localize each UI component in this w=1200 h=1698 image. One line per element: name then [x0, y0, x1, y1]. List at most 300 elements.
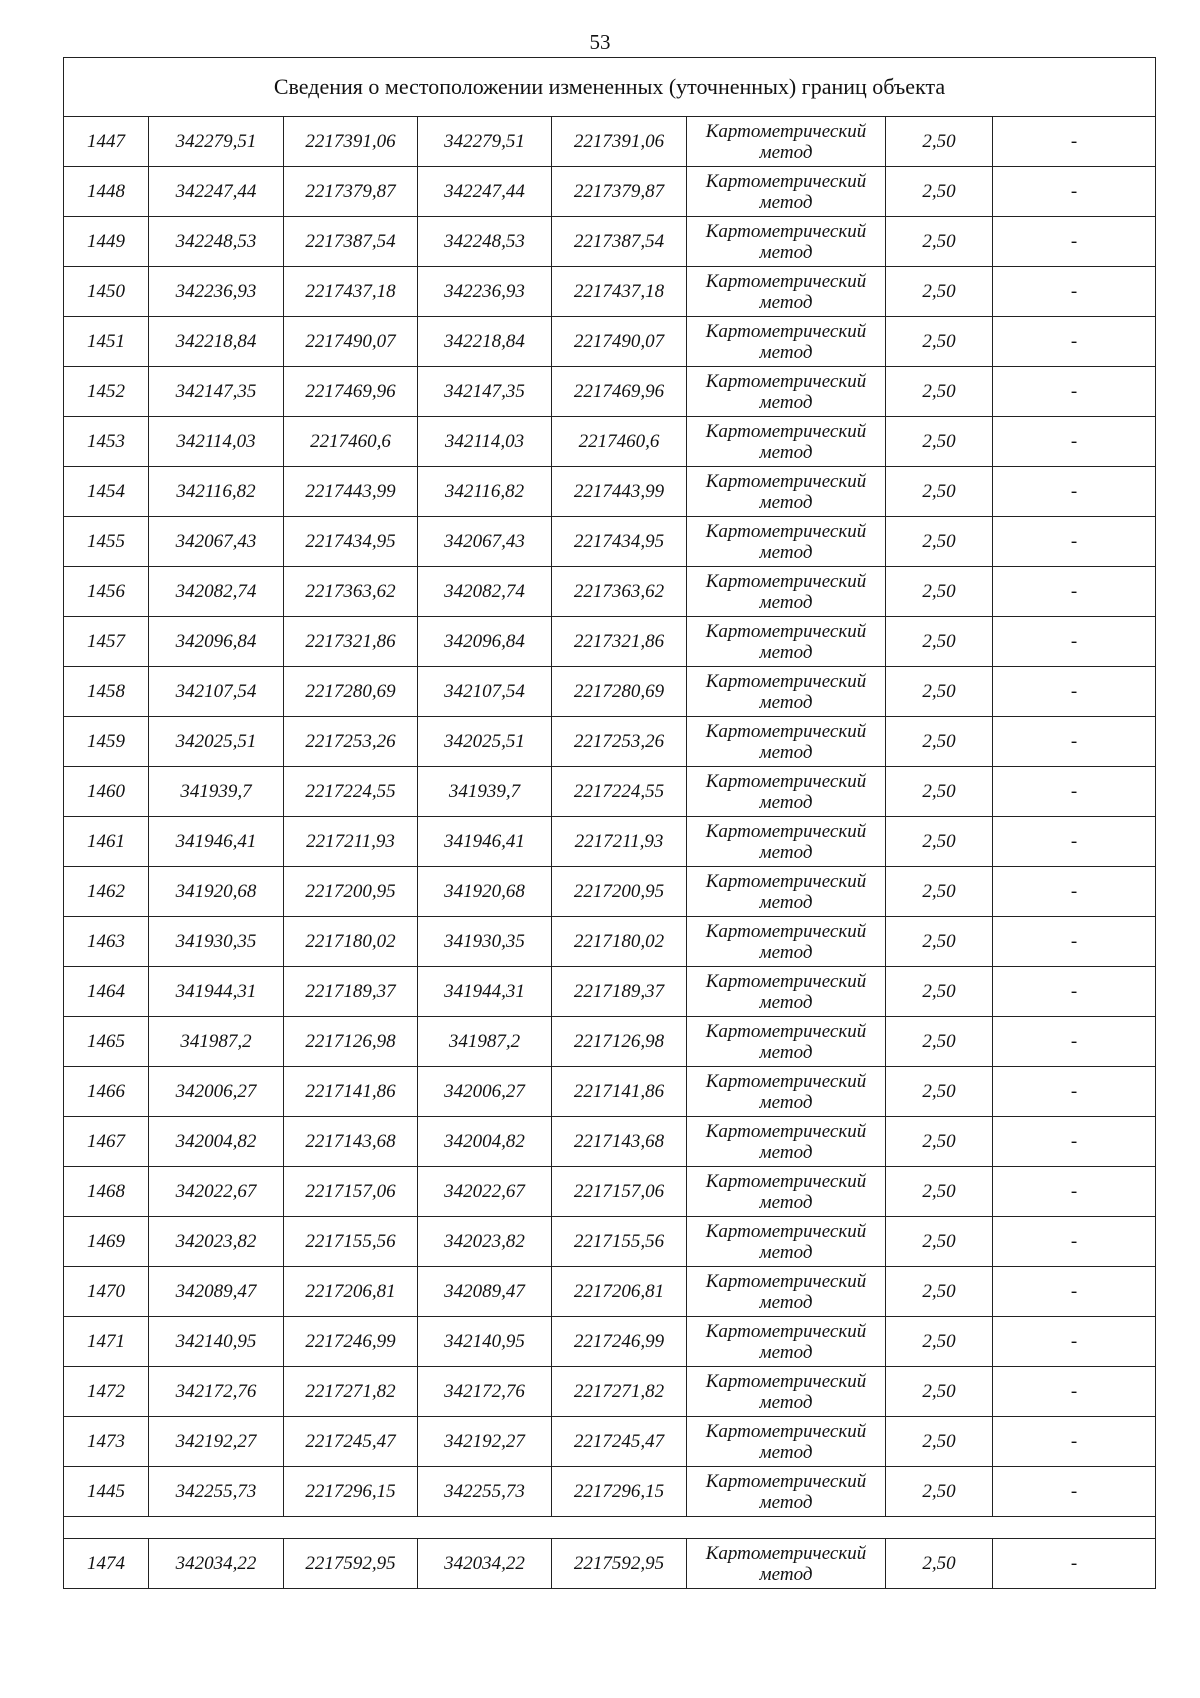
- point-number-cell: 1473: [64, 1417, 149, 1467]
- y-new-cell: 2217206,81: [552, 1267, 687, 1317]
- point-number-cell: 1456: [64, 567, 149, 617]
- x-old-cell: 342218,84: [149, 317, 284, 367]
- table-row: [64, 1267, 1156, 1317]
- table-row: [64, 917, 1156, 967]
- note-cell: -: [993, 317, 1156, 367]
- method-line1: Картометрический: [705, 520, 867, 542]
- note-cell: -: [993, 867, 1156, 917]
- point-number-cell: 1471: [64, 1317, 149, 1367]
- accuracy-cell: 2,50: [886, 1367, 993, 1417]
- method-line2: метод: [759, 1441, 813, 1463]
- note-cell: -: [993, 367, 1156, 417]
- method-line2: метод: [759, 1091, 813, 1113]
- method-line2: метод: [759, 241, 813, 263]
- spacer-cell: [64, 1517, 1156, 1539]
- y-new-cell: 2217437,18: [552, 267, 687, 317]
- method-cell: [687, 817, 886, 867]
- method-line2: метод: [759, 291, 813, 313]
- point-number-cell: 1454: [64, 467, 149, 517]
- y-old-cell: 2217211,93: [284, 817, 418, 867]
- x-new-cell: 342116,82: [418, 467, 552, 517]
- method-line2: метод: [759, 941, 813, 963]
- table-row: [64, 317, 1156, 367]
- table-row: [64, 967, 1156, 1017]
- y-old-cell: 2217296,15: [284, 1467, 418, 1517]
- point-number-cell: 1450: [64, 267, 149, 317]
- method-line1: Картометрический: [705, 1020, 867, 1042]
- x-old-cell: 342279,51: [149, 117, 284, 167]
- point-number-cell: 1448: [64, 167, 149, 217]
- method-line1: Картометрический: [705, 320, 867, 342]
- method-line2: метод: [759, 591, 813, 613]
- table-row: [64, 617, 1156, 667]
- method-line1: Картометрический: [705, 270, 867, 292]
- y-new-cell: 2217224,55: [552, 767, 687, 817]
- table-row: [64, 667, 1156, 717]
- note-cell: -: [993, 1267, 1156, 1317]
- method-cell: [687, 867, 886, 917]
- x-old-cell: 342255,73: [149, 1467, 284, 1517]
- method-cell: [687, 1067, 886, 1117]
- method-line1: Картометрический: [705, 870, 867, 892]
- y-old-cell: 2217189,37: [284, 967, 418, 1017]
- method-line1: Картометрический: [705, 820, 867, 842]
- note-cell: -: [993, 1417, 1156, 1467]
- accuracy-cell: 2,50: [886, 817, 993, 867]
- x-old-cell: 342248,53: [149, 217, 284, 267]
- y-old-cell: 2217490,07: [284, 317, 418, 367]
- accuracy-cell: 2,50: [886, 867, 993, 917]
- accuracy-cell: 2,50: [886, 1267, 993, 1317]
- table-row: [64, 517, 1156, 567]
- x-new-cell: 342082,74: [418, 567, 552, 617]
- method-line1: Картометрический: [705, 1170, 867, 1192]
- note-cell: -: [993, 717, 1156, 767]
- table-row: [64, 567, 1156, 617]
- x-old-cell: 342247,44: [149, 167, 284, 217]
- x-old-cell: 342006,27: [149, 1067, 284, 1117]
- y-old-cell: 2217391,06: [284, 117, 418, 167]
- y-new-cell: 2217253,26: [552, 717, 687, 767]
- y-old-cell: 2217460,6: [284, 417, 418, 467]
- note-cell: -: [993, 1217, 1156, 1267]
- point-number-cell: 1452: [64, 367, 149, 417]
- x-new-cell: 342023,82: [418, 1217, 552, 1267]
- note-cell: -: [993, 1317, 1156, 1367]
- x-new-cell: 342022,67: [418, 1167, 552, 1217]
- table-row: [64, 1317, 1156, 1367]
- y-new-cell: 2217189,37: [552, 967, 687, 1017]
- x-new-cell: 341920,68: [418, 867, 552, 917]
- table-row: [64, 1067, 1156, 1117]
- method-line2: метод: [759, 391, 813, 413]
- accuracy-cell: 2,50: [886, 717, 993, 767]
- method-cell: [687, 417, 886, 467]
- y-old-cell: 2217126,98: [284, 1017, 418, 1067]
- x-new-cell: 341944,31: [418, 967, 552, 1017]
- note-cell: -: [993, 1017, 1156, 1067]
- point-number-cell: 1445: [64, 1467, 149, 1517]
- method-cell: [687, 367, 886, 417]
- table-row: [64, 1117, 1156, 1167]
- table-row: [64, 717, 1156, 767]
- point-number-cell: 1459: [64, 717, 149, 767]
- method-cell: [687, 917, 886, 967]
- point-number-cell: 1453: [64, 417, 149, 467]
- accuracy-cell: 2,50: [886, 267, 993, 317]
- method-cell: [687, 667, 886, 717]
- y-new-cell: 2217143,68: [552, 1117, 687, 1167]
- point-number-cell: 1466: [64, 1067, 149, 1117]
- method-line2: метод: [759, 141, 813, 163]
- table-row: [64, 1417, 1156, 1467]
- x-old-cell: 342172,76: [149, 1367, 284, 1417]
- method-line1: Картометрический: [705, 470, 867, 492]
- y-new-cell: 2217363,62: [552, 567, 687, 617]
- y-old-cell: 2217280,69: [284, 667, 418, 717]
- table-row: [64, 1167, 1156, 1217]
- table-row: [64, 267, 1156, 317]
- note-cell: -: [993, 1167, 1156, 1217]
- note-cell: -: [993, 1539, 1156, 1589]
- point-number-cell: 1463: [64, 917, 149, 967]
- x-new-cell: 342192,27: [418, 1417, 552, 1467]
- boundary-coordinates-table: [63, 57, 1156, 1589]
- method-line1: Картометрический: [705, 720, 867, 742]
- method-line1: Картометрический: [705, 570, 867, 592]
- note-cell: -: [993, 1367, 1156, 1417]
- x-new-cell: 342255,73: [418, 1467, 552, 1517]
- note-cell: -: [993, 467, 1156, 517]
- x-new-cell: 342114,03: [418, 417, 552, 467]
- y-old-cell: 2217434,95: [284, 517, 418, 567]
- method-line1: Картометрический: [705, 1542, 867, 1564]
- y-old-cell: 2217206,81: [284, 1267, 418, 1317]
- point-number-cell: 1468: [64, 1167, 149, 1217]
- accuracy-cell: 2,50: [886, 467, 993, 517]
- table-row: [64, 1467, 1156, 1517]
- note-cell: -: [993, 567, 1156, 617]
- y-new-cell: 2217246,99: [552, 1317, 687, 1367]
- point-number-cell: 1455: [64, 517, 149, 567]
- x-old-cell: 342034,22: [149, 1539, 284, 1589]
- method-cell: [687, 617, 886, 667]
- x-old-cell: 341930,35: [149, 917, 284, 967]
- table-row: [64, 817, 1156, 867]
- table-row: [64, 417, 1156, 467]
- x-new-cell: 342096,84: [418, 617, 552, 667]
- y-new-cell: 2217387,54: [552, 217, 687, 267]
- method-cell: [687, 117, 886, 167]
- accuracy-cell: 2,50: [886, 517, 993, 567]
- y-new-cell: 2217434,95: [552, 517, 687, 567]
- method-line1: Картометрический: [705, 120, 867, 142]
- y-old-cell: 2217443,99: [284, 467, 418, 517]
- y-old-cell: 2217143,68: [284, 1117, 418, 1167]
- accuracy-cell: 2,50: [886, 567, 993, 617]
- spacer-row: [64, 1517, 1156, 1539]
- y-new-cell: 2217180,02: [552, 917, 687, 967]
- x-old-cell: 342140,95: [149, 1317, 284, 1367]
- note-cell: -: [993, 267, 1156, 317]
- note-cell: -: [993, 967, 1156, 1017]
- accuracy-cell: 2,50: [886, 1167, 993, 1217]
- method-line2: метод: [759, 191, 813, 213]
- table-row: [64, 117, 1156, 167]
- x-new-cell: 342147,35: [418, 367, 552, 417]
- method-line2: метод: [759, 1291, 813, 1313]
- x-new-cell: 342248,53: [418, 217, 552, 267]
- method-line2: метод: [759, 1241, 813, 1263]
- method-cell: [687, 317, 886, 367]
- y-new-cell: 2217245,47: [552, 1417, 687, 1467]
- y-new-cell: 2217460,6: [552, 417, 687, 467]
- note-cell: -: [993, 917, 1156, 967]
- method-cell: [687, 1017, 886, 1067]
- x-old-cell: 342067,43: [149, 517, 284, 567]
- y-old-cell: 2217387,54: [284, 217, 418, 267]
- note-cell: -: [993, 817, 1156, 867]
- method-line1: Картометрический: [705, 220, 867, 242]
- method-cell: [687, 467, 886, 517]
- method-cell: [687, 1467, 886, 1517]
- table-title-row: [64, 58, 1156, 117]
- x-old-cell: 341920,68: [149, 867, 284, 917]
- table-row: [64, 1539, 1156, 1589]
- point-number-cell: 1462: [64, 867, 149, 917]
- method-cell: [687, 1417, 886, 1467]
- x-old-cell: 341987,2: [149, 1017, 284, 1067]
- point-number-cell: 1451: [64, 317, 149, 367]
- note-cell: -: [993, 217, 1156, 267]
- accuracy-cell: 2,50: [886, 1217, 993, 1267]
- method-line2: метод: [759, 491, 813, 513]
- accuracy-cell: 2,50: [886, 667, 993, 717]
- accuracy-cell: 2,50: [886, 167, 993, 217]
- method-line2: метод: [759, 1041, 813, 1063]
- method-cell: [687, 1317, 886, 1367]
- x-new-cell: 342034,22: [418, 1539, 552, 1589]
- x-new-cell: 342172,76: [418, 1367, 552, 1417]
- y-new-cell: 2217280,69: [552, 667, 687, 717]
- x-old-cell: 341939,7: [149, 767, 284, 817]
- method-line1: Картометрический: [705, 620, 867, 642]
- accuracy-cell: 2,50: [886, 1017, 993, 1067]
- point-number-cell: 1457: [64, 617, 149, 667]
- y-old-cell: 2217157,06: [284, 1167, 418, 1217]
- method-line1: Картометрический: [705, 770, 867, 792]
- method-line2: метод: [759, 1491, 813, 1513]
- y-new-cell: 2217126,98: [552, 1017, 687, 1067]
- method-line2: метод: [759, 1141, 813, 1163]
- method-line1: Картометрический: [705, 1220, 867, 1242]
- method-cell: [687, 167, 886, 217]
- y-old-cell: 2217155,56: [284, 1217, 418, 1267]
- accuracy-cell: 2,50: [886, 917, 993, 967]
- accuracy-cell: 2,50: [886, 367, 993, 417]
- table-row: [64, 1017, 1156, 1067]
- x-old-cell: 342147,35: [149, 367, 284, 417]
- x-new-cell: 342218,84: [418, 317, 552, 367]
- method-cell: [687, 1267, 886, 1317]
- y-old-cell: 2217437,18: [284, 267, 418, 317]
- note-cell: -: [993, 517, 1156, 567]
- accuracy-cell: 2,50: [886, 217, 993, 267]
- note-cell: -: [993, 1117, 1156, 1167]
- table-row: [64, 467, 1156, 517]
- y-old-cell: 2217321,86: [284, 617, 418, 667]
- note-cell: -: [993, 1067, 1156, 1117]
- table-row: [64, 367, 1156, 417]
- x-old-cell: 342114,03: [149, 417, 284, 467]
- accuracy-cell: 2,50: [886, 1417, 993, 1467]
- x-new-cell: 342004,82: [418, 1117, 552, 1167]
- x-old-cell: 342004,82: [149, 1117, 284, 1167]
- method-line2: метод: [759, 1191, 813, 1213]
- x-new-cell: 342107,54: [418, 667, 552, 717]
- y-old-cell: 2217180,02: [284, 917, 418, 967]
- y-old-cell: 2217592,95: [284, 1539, 418, 1589]
- method-line1: Картометрический: [705, 1370, 867, 1392]
- method-line2: метод: [759, 541, 813, 563]
- x-old-cell: 342025,51: [149, 717, 284, 767]
- method-line2: метод: [759, 1341, 813, 1363]
- method-line2: метод: [759, 441, 813, 463]
- method-cell: [687, 767, 886, 817]
- method-cell: [687, 1539, 886, 1589]
- point-number-cell: 1458: [64, 667, 149, 717]
- point-number-cell: 1464: [64, 967, 149, 1017]
- x-new-cell: 341987,2: [418, 1017, 552, 1067]
- y-new-cell: 2217200,95: [552, 867, 687, 917]
- x-new-cell: 342140,95: [418, 1317, 552, 1367]
- method-cell: [687, 567, 886, 617]
- x-new-cell: 342247,44: [418, 167, 552, 217]
- accuracy-cell: 2,50: [886, 1067, 993, 1117]
- y-old-cell: 2217224,55: [284, 767, 418, 817]
- point-number-cell: 1470: [64, 1267, 149, 1317]
- y-new-cell: 2217296,15: [552, 1467, 687, 1517]
- method-line2: метод: [759, 691, 813, 713]
- x-new-cell: 342089,47: [418, 1267, 552, 1317]
- table-row: [64, 1367, 1156, 1417]
- accuracy-cell: 2,50: [886, 1467, 993, 1517]
- method-line1: Картометрический: [705, 1420, 867, 1442]
- method-line2: метод: [759, 841, 813, 863]
- x-new-cell: 342236,93: [418, 267, 552, 317]
- x-old-cell: 342022,67: [149, 1167, 284, 1217]
- x-old-cell: 341944,31: [149, 967, 284, 1017]
- method-line2: метод: [759, 1391, 813, 1413]
- y-old-cell: 2217141,86: [284, 1067, 418, 1117]
- x-new-cell: 342067,43: [418, 517, 552, 567]
- method-line1: Картометрический: [705, 970, 867, 992]
- y-old-cell: 2217246,99: [284, 1317, 418, 1367]
- method-cell: [687, 517, 886, 567]
- accuracy-cell: 2,50: [886, 317, 993, 367]
- point-number-cell: 1474: [64, 1539, 149, 1589]
- y-new-cell: 2217592,95: [552, 1539, 687, 1589]
- y-new-cell: 2217490,07: [552, 317, 687, 367]
- accuracy-cell: 2,50: [886, 117, 993, 167]
- y-new-cell: 2217321,86: [552, 617, 687, 667]
- point-number-cell: 1472: [64, 1367, 149, 1417]
- point-number-cell: 1447: [64, 117, 149, 167]
- point-number-cell: 1461: [64, 817, 149, 867]
- y-new-cell: 2217155,56: [552, 1217, 687, 1267]
- method-line2: метод: [759, 641, 813, 663]
- point-number-cell: 1460: [64, 767, 149, 817]
- method-line1: Картометрический: [705, 420, 867, 442]
- x-new-cell: 341946,41: [418, 817, 552, 867]
- note-cell: -: [993, 117, 1156, 167]
- method-cell: [687, 1367, 886, 1417]
- point-number-cell: 1467: [64, 1117, 149, 1167]
- y-new-cell: 2217379,87: [552, 167, 687, 217]
- method-line2: метод: [759, 991, 813, 1013]
- x-old-cell: 342116,82: [149, 467, 284, 517]
- method-line2: метод: [759, 891, 813, 913]
- table-row: [64, 1217, 1156, 1267]
- table-row: [64, 767, 1156, 817]
- point-number-cell: 1469: [64, 1217, 149, 1267]
- note-cell: -: [993, 167, 1156, 217]
- method-cell: [687, 1217, 886, 1267]
- x-new-cell: 341939,7: [418, 767, 552, 817]
- table-row: [64, 867, 1156, 917]
- method-cell: [687, 217, 886, 267]
- note-cell: -: [993, 417, 1156, 467]
- accuracy-cell: 2,50: [886, 1317, 993, 1367]
- method-line1: Картометрический: [705, 670, 867, 692]
- method-line1: Картометрический: [705, 370, 867, 392]
- y-new-cell: 2217141,86: [552, 1067, 687, 1117]
- method-line1: Картометрический: [705, 1120, 867, 1142]
- method-cell: [687, 1167, 886, 1217]
- x-old-cell: 342096,84: [149, 617, 284, 667]
- method-line2: метод: [759, 1563, 813, 1585]
- method-line2: метод: [759, 741, 813, 763]
- note-cell: -: [993, 617, 1156, 667]
- note-cell: -: [993, 667, 1156, 717]
- accuracy-cell: 2,50: [886, 1539, 993, 1589]
- x-new-cell: 342025,51: [418, 717, 552, 767]
- note-cell: -: [993, 1467, 1156, 1517]
- y-new-cell: 2217271,82: [552, 1367, 687, 1417]
- table-row: [64, 167, 1156, 217]
- method-cell: [687, 267, 886, 317]
- accuracy-cell: 2,50: [886, 967, 993, 1017]
- y-old-cell: 2217245,47: [284, 1417, 418, 1467]
- y-new-cell: 2217469,96: [552, 367, 687, 417]
- point-number-cell: 1465: [64, 1017, 149, 1067]
- table-row: [64, 217, 1156, 267]
- note-cell: -: [993, 767, 1156, 817]
- accuracy-cell: 2,50: [886, 767, 993, 817]
- method-line1: Картометрический: [705, 1270, 867, 1292]
- x-new-cell: 342006,27: [418, 1067, 552, 1117]
- y-old-cell: 2217200,95: [284, 867, 418, 917]
- x-new-cell: 341930,35: [418, 917, 552, 967]
- method-line1: Картометрический: [705, 920, 867, 942]
- method-cell: [687, 717, 886, 767]
- y-new-cell: 2217157,06: [552, 1167, 687, 1217]
- method-line2: метод: [759, 341, 813, 363]
- y-new-cell: 2217443,99: [552, 467, 687, 517]
- x-new-cell: 342279,51: [418, 117, 552, 167]
- y-old-cell: 2217379,87: [284, 167, 418, 217]
- y-old-cell: 2217253,26: [284, 717, 418, 767]
